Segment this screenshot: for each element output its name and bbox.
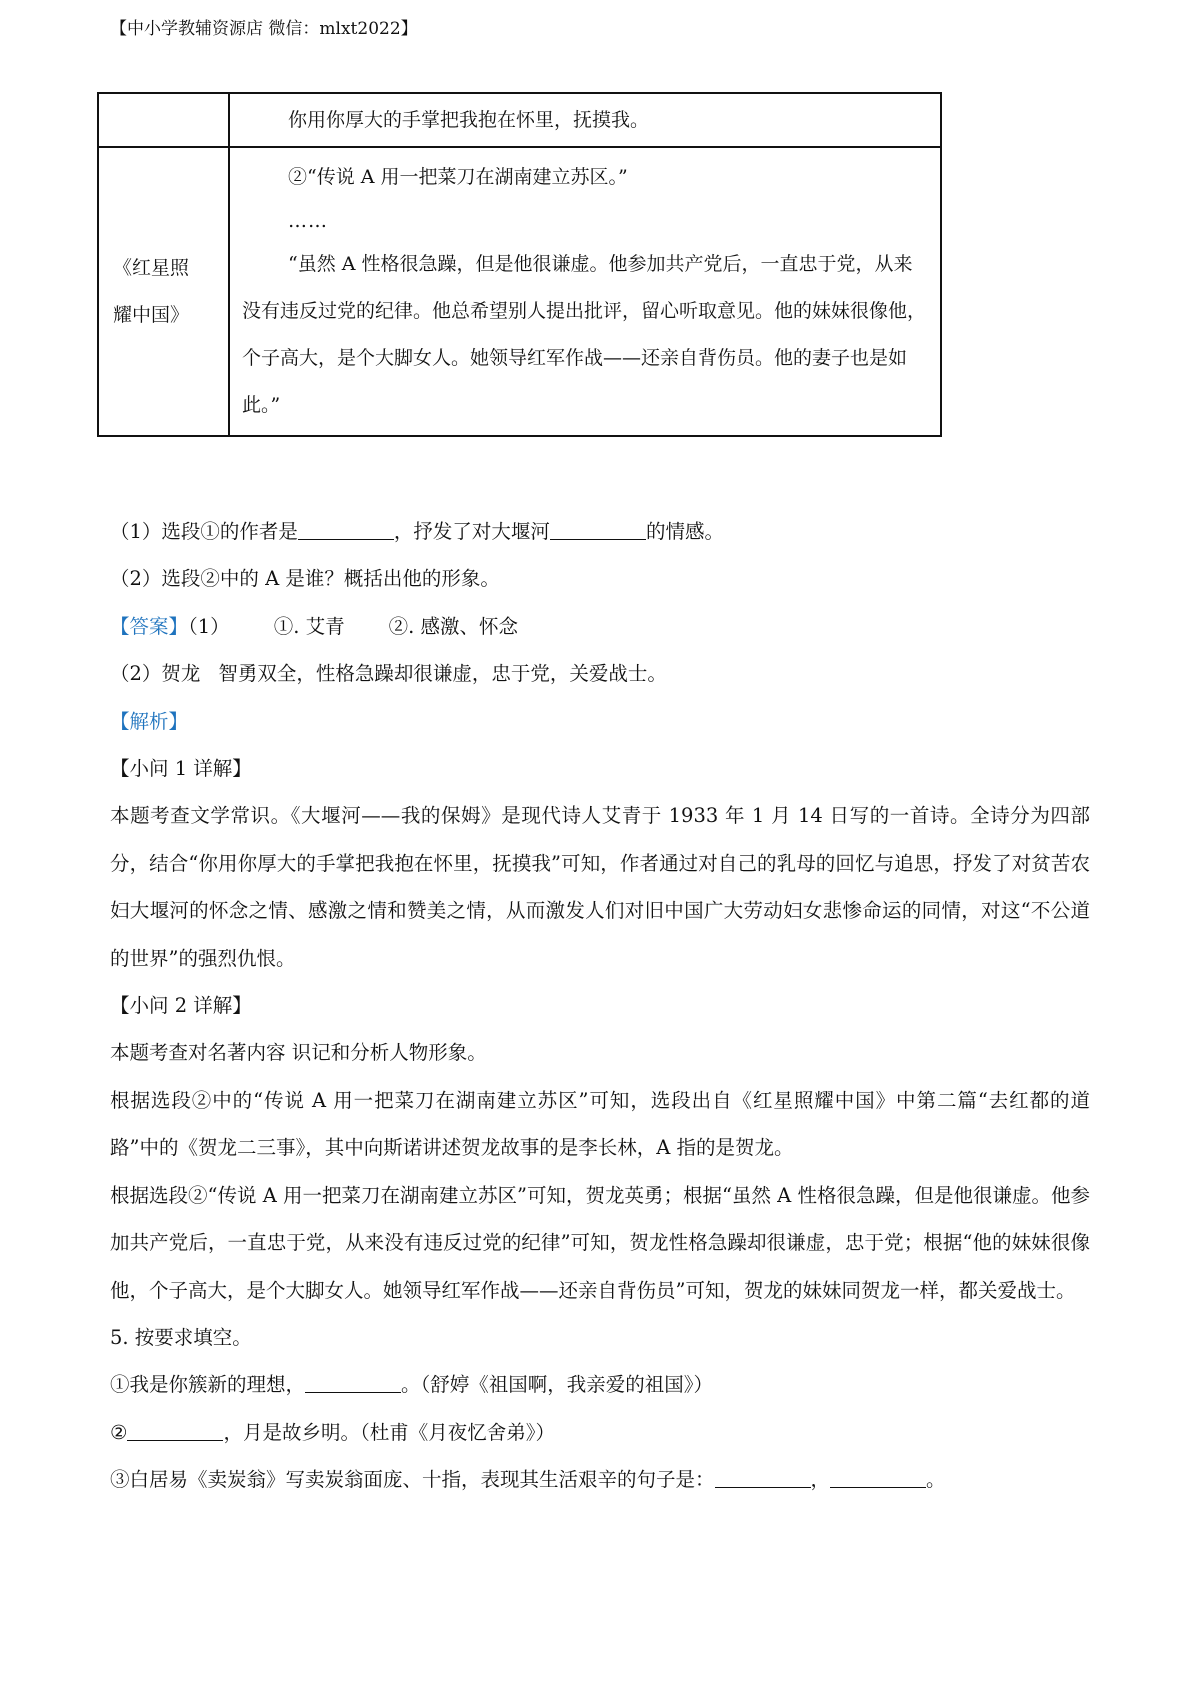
book-title-line: 耀中国》 <box>113 303 190 326</box>
answer-blank <box>305 1373 401 1394</box>
analysis-sub2-paragraph: 根据选段②中的“传说 A 用一把菜刀在湖南建立苏区”可知，选段出自《红星照耀中国》中第二篇“去红都的道路”中的《贺龙二三事》，其中向斯诺讲述贺龙故事的是李长林，A 指的是贺龙。 <box>110 1088 1090 1160</box>
answer-text: ②. 感激、怀念 <box>388 614 518 638</box>
answer-text: （1） <box>188 614 230 638</box>
question-5-item <box>110 1409 1090 1456</box>
book-title-line: 《红星照 <box>113 256 190 279</box>
item-text: ，月是故乡明。（杜甫《月夜忆舍弟》） <box>223 1420 555 1444</box>
watermark: 【中小学教辅资源店 微信：mlxt2022】 <box>110 19 418 39</box>
answer-text: 智勇双全，性格急躁却很谦虚，忠于党，关爱战士。 <box>218 662 667 686</box>
analysis-sub2-paragraph: 根据选段②“传说 A 用一把菜刀在湖南建立苏区”可知，贺龙英勇；根据“虽然 A 性格很急躁，但是他很谦虚。他参加共产党后，一直忠于党，从来没有违反过党的纪律”可知，贺龙性格急躁却很谦虚，忠于党；根据“他的妹妹很像他，个子高大，是个大脚女人。她领导红军作战——还亲自背伤员”可知，贺龙的妹妹同贺龙一样，都关爱战士。 <box>110 1183 1090 1302</box>
table-text-cell <box>229 147 941 436</box>
poem-excerpt: 你用你厚大的手掌把我抱在怀里，抚摸我。 <box>288 108 650 131</box>
item-text: ② <box>110 1420 128 1444</box>
analysis-sub1-title: 【小问 1 详解】 <box>110 757 252 781</box>
question-1-text: ，抒发了对大堰河 <box>393 520 550 543</box>
analysis-sub1-text: 本题考查文学常识。《大堰河——我的保姆》是现代诗人艾青于 1933 年 1 月 14 日写的一首诗。全诗分为四部分，结合“你用你厚大的手掌把我抱在怀里，抚摸我”可知，作者通过对自己的乳母的回忆与追思，抒发了对贫苦农妇大堰河的怀念之情、感激之情和赞美之情，从而激发人们对旧中国广大劳动妇女悲惨命运的同情，对这“不公道的世界”的强烈仇恨。 <box>110 804 1090 970</box>
answer-text: ①. 艾青 <box>273 614 345 638</box>
analysis-sub2-title: 【小问 2 详解】 <box>110 994 252 1018</box>
table-row <box>98 147 941 436</box>
source-table <box>97 92 942 437</box>
quote-1: ②“传说 A 用一把菜刀在湖南建立苏区。” <box>288 166 628 188</box>
question-5-item <box>110 1361 1090 1408</box>
answer-blank <box>550 520 646 541</box>
table-title-cell <box>98 147 229 436</box>
item-text: ①我是你簇新的理想， <box>110 1373 306 1397</box>
analysis-sub2-intro: 本题考查对名著内容 识记和分析人物形象。 <box>110 1041 487 1065</box>
analysis-label: 【解析】 <box>110 709 189 733</box>
question-5-item <box>110 1456 1090 1503</box>
answer-text: （2）贺龙 <box>110 662 201 686</box>
item-text: 。 <box>926 1468 946 1492</box>
table-text-cell <box>229 93 941 147</box>
answer-line-1 <box>110 603 1090 650</box>
item-text: ③白居易《卖炭翁》写卖炭翁面庞、十指，表现其生活艰辛的句子是： <box>110 1468 715 1492</box>
question-5-title: 5. 按要求填空。 <box>110 1325 252 1349</box>
question-1-text: （1）选段①的作者是 <box>110 520 298 543</box>
table-title-cell <box>98 93 229 147</box>
answer-line-2 <box>110 650 1090 697</box>
quote-2: “虽然 A 性格很急躁，但是他很谦虚。他参加共产党后，一直忠于党，从来没有违反过党的纪律。他总希望别人提出批评，留心听取意见。他的妹妹很像他，个子高大，是个大脚女人。她领导红军作战——还亲自背伤员。他的妻子也是如此。” <box>242 253 927 416</box>
answer-label: 【答案】 <box>110 614 189 638</box>
answer-blank <box>127 1420 223 1441</box>
ellipsis: …… <box>288 210 328 232</box>
table-row <box>98 93 941 147</box>
item-text: 。（舒婷《祖国啊，我亲爱的祖国》） <box>401 1373 714 1397</box>
main-content <box>110 508 1090 1504</box>
question-1 <box>110 508 1090 555</box>
question-2: （2）选段②中的 A 是谁？概括出他的形象。 <box>110 567 500 591</box>
question-1-text: 的情感。 <box>645 520 724 543</box>
answer-blank <box>298 520 394 541</box>
answer-blank <box>830 1468 926 1489</box>
item-text: ， <box>810 1468 831 1492</box>
answer-blank <box>715 1468 811 1489</box>
